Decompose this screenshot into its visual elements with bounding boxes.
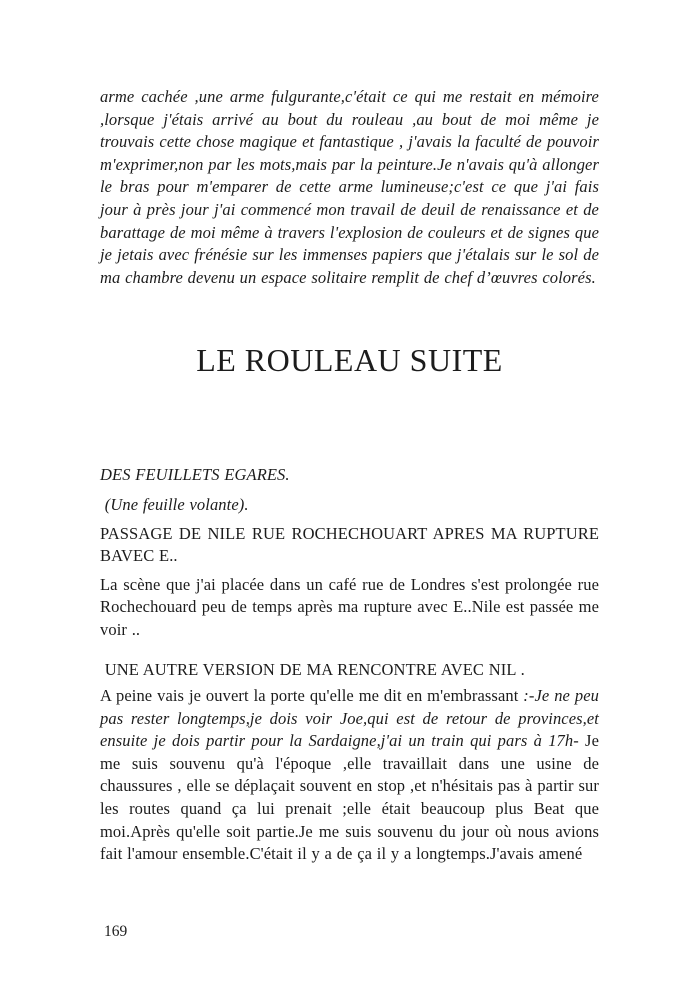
final-paragraph-tail: Je me suis souvenu qu'à l'époque ,elle travaillait dans une usine de chaussures , elle se déplaçait souvent en stop ,et n'hésitais pas à partir sur les routes quand ça lui prenait ;elle était beaucoup plus Beat que moi.Après qu'elle soit partie.Je me suis souvenu du jour où nous avions fait l'amour ensemble.C'était il y a de ça il y a longtemps.J'avais amené [100, 731, 600, 864]
section-heading: DES FEUILLETS EGARES. [100, 465, 290, 485]
version-heading: UNE AUTRE VERSION DE MA RENCONTRE AVEC NIL . [100, 659, 525, 679]
final-paragraph-quote: :-Je ne peu pas rester longtemps,je dois voir Joe,qui est de retour de provinces,et ensuite je dois partir pour la Sardaigne,j'ai un train qui pars à 17h- [100, 686, 599, 751]
chapter-title: LE ROULEAU SUITE [196, 342, 503, 379]
scene-paragraph: La scène que j'ai placée dans un café rue de Londres s'est prolongée rue Rochechouard peu de temps après ma rupture avec E..Nile est passée me voir .. [100, 574, 599, 639]
final-paragraph [100, 685, 599, 866]
section-note: (Une feuille volante). [100, 494, 249, 514]
final-paragraph-lead: A peine vais je ouvert la porte qu'elle me dit en m'embrassant [100, 686, 524, 706]
intro-paragraph: arme cachée ,une arme fulgurante,c'était ce qui me restait en mémoire ,lorsque j'étais arrivé au bout du rouleau ,au bout de moi même je trouvais cette chose magique et fantastique , j'avais la faculté de pouvoir m'exprimer,non par les mots,mais par la peinture.Je n'avais qu'à allonger le bras pour m'emparer de cette arme lumineuse;c'est ce que j'ai fais jour à près jour j'ai commencé mon travail de deuil de renaissance et de barattage de moi même à travers l'explosion de couleurs et de signes que je jetais avec frénésie sur les immenses papiers que j'étalais sur le sol de ma chambre devenu un espace solitaire remplit de chef d’œuvres colorés. [100, 87, 599, 287]
text-column [100, 0, 599, 866]
page-number: 169 [104, 923, 128, 940]
passage-heading: PASSAGE DE NILE RUE ROCHECHOUART APRES MA RUPTURE BAVEC E.. [100, 523, 599, 566]
